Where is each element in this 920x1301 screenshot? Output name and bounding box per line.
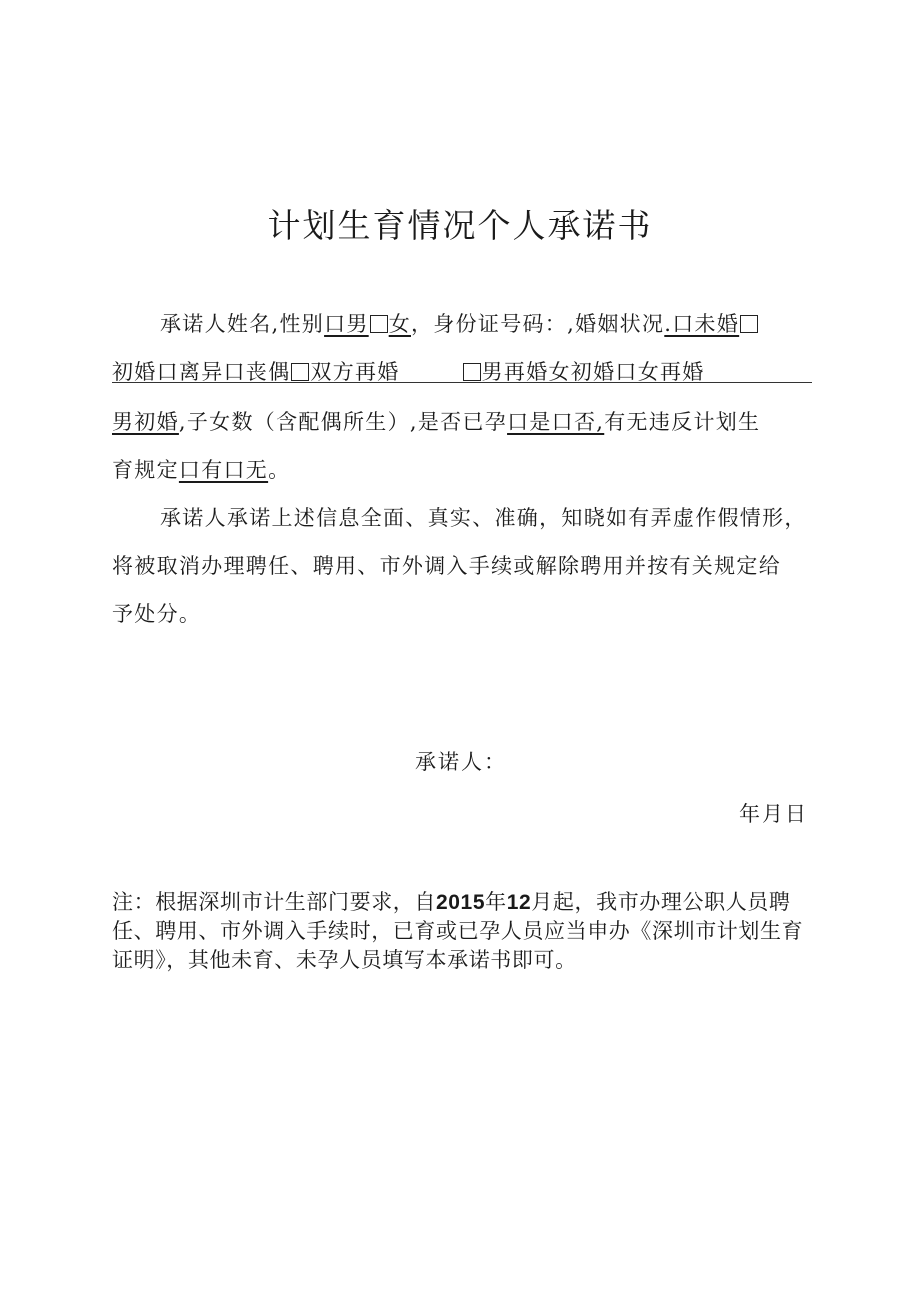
gender-male-option[interactable]: 口男 [324,312,369,336]
id-marital-label: ，身份证号码：,婚姻状况 [411,312,665,336]
regulation-label: 育规定 [112,458,179,482]
note-text-b: 年 [485,890,507,914]
note-line1 [112,886,812,916]
marital-male-first[interactable]: 男初婚 [112,410,179,434]
checkbox-icon[interactable] [370,315,388,333]
marital-options-a[interactable]: 初婚口离异口丧偶 [112,360,291,384]
gender-options [324,312,411,336]
note-month: 12 [506,891,532,914]
note-line2: 任、聘用、市外调入手续时，已育或已孕人员应当申办《深圳市计划生育 [112,919,804,943]
marital-unmarried-option[interactable]: .口未婚 [664,312,759,336]
note-text-a: 注：根据深圳市计生部门要求，自 [112,890,436,914]
para1-line4 [112,454,290,484]
gender-female-option[interactable]: 女 [388,312,411,336]
violation-options[interactable]: 口有口无 [178,458,269,482]
children-pregnant-label: ,子女数（含配偶所生）,是否已孕 [178,410,508,434]
line2-underline [112,382,812,383]
note-year: 2015 [436,891,486,914]
signer-label: 承诺人： [415,750,507,774]
para1-line3 [112,406,760,436]
checkbox-icon[interactable] [291,363,309,381]
date-label: 年月日 [739,802,808,826]
document-title: 计划生育情况个人承诺书 [267,206,653,245]
para2-line1: 承诺人承诺上述信息全面、真实、准确，知晓如有弄虚作假情形， [160,506,807,530]
name-gender-label: 承诺人姓名,性别 [160,312,325,336]
marital-options-b[interactable]: 男再婚女初婚口女再婚 [481,360,705,384]
note-line3: 证明》，其他未育、未孕人员填写本承诺书即可。 [112,948,577,972]
note-text-c: 月起，我市办理公职人员聘 [531,890,791,914]
para2-line2: 将被取消办理聘任、聘用、市外调入手续或解除聘用并按有关规定给 [112,554,781,578]
period: 。 [268,458,291,482]
para2-line3: 予处分。 [112,602,202,626]
violation-label: 有无违反计划生 [604,410,761,434]
para1-line1 [160,308,759,338]
checkbox-icon[interactable] [740,315,758,333]
pregnant-options[interactable]: 口是口否, [507,410,605,434]
marital-both-remarried[interactable]: 双方再婚 [310,360,400,384]
checkbox-icon[interactable] [463,363,481,381]
